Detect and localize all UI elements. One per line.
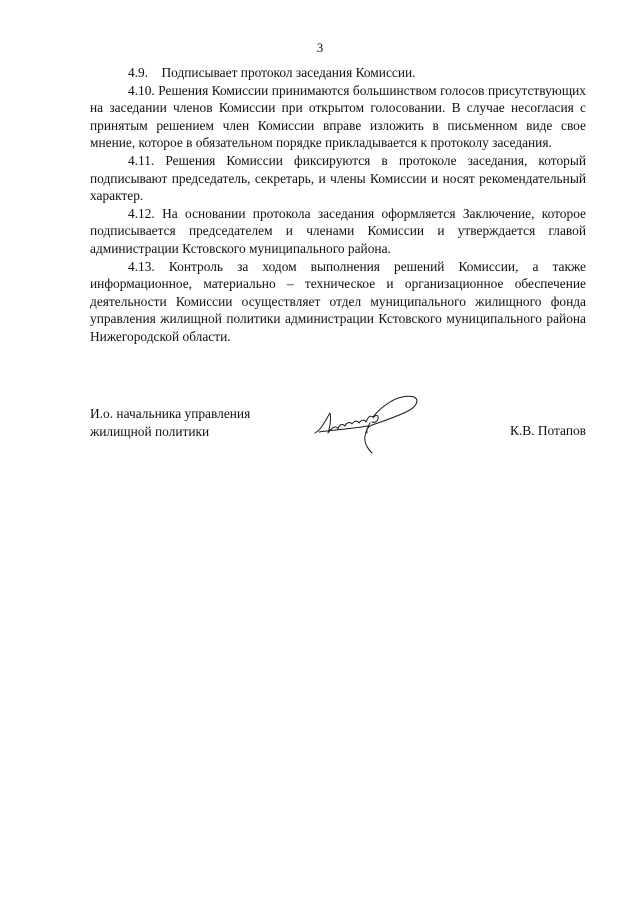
paragraph-4-9: 4.9. Подписывает протокол заседания Комиссии.: [128, 65, 416, 80]
signatory-name: К.В. Потапов: [509, 423, 586, 438]
signatory-title: [90, 405, 250, 440]
paragraph-4-10: 4.10. Решения Комиссии принимаются большинством голосов присутствующих на заседании членов Комиссии при открытом голосовании. В случае несогласия с принятым решением член Комиссии вправе изложить в письменном виде свое мнение, которое в обязательном порядке прикладывается к протоколу заседания.: [90, 82, 586, 151]
document-body: [90, 64, 586, 346]
paragraph-4-12: 4.12. На основании протокола заседания оформляется Заключение, которое подписывается председателем и членами Комиссии и утверждается главой администрации Кстовского муниципального района.: [90, 205, 586, 256]
paragraph-4-11: 4.11. Решения Комиссии фиксируются в протоколе заседания, который подписывают председатель, секретарь, и члены Комиссии и носят рекомендательный характер.: [90, 152, 586, 204]
paragraph-4-13: 4.13. Контроль за ходом выполнения решений Комиссии, а также информационное, материально – техническое и организационное обеспечение деятельности Комиссии осуществляет отдел муниципального жилищного фонда управления жилищной политики администрации Кстовского муниципального района Нижегородской области.: [90, 258, 586, 344]
signature-block: [90, 405, 586, 465]
handwritten-signature: [312, 393, 422, 455]
page-number: 3: [316, 40, 324, 55]
signatory-title-line-1: И.о. начальника управления: [90, 406, 251, 421]
signatory-title-line-2: жилищной политики: [90, 423, 210, 439]
